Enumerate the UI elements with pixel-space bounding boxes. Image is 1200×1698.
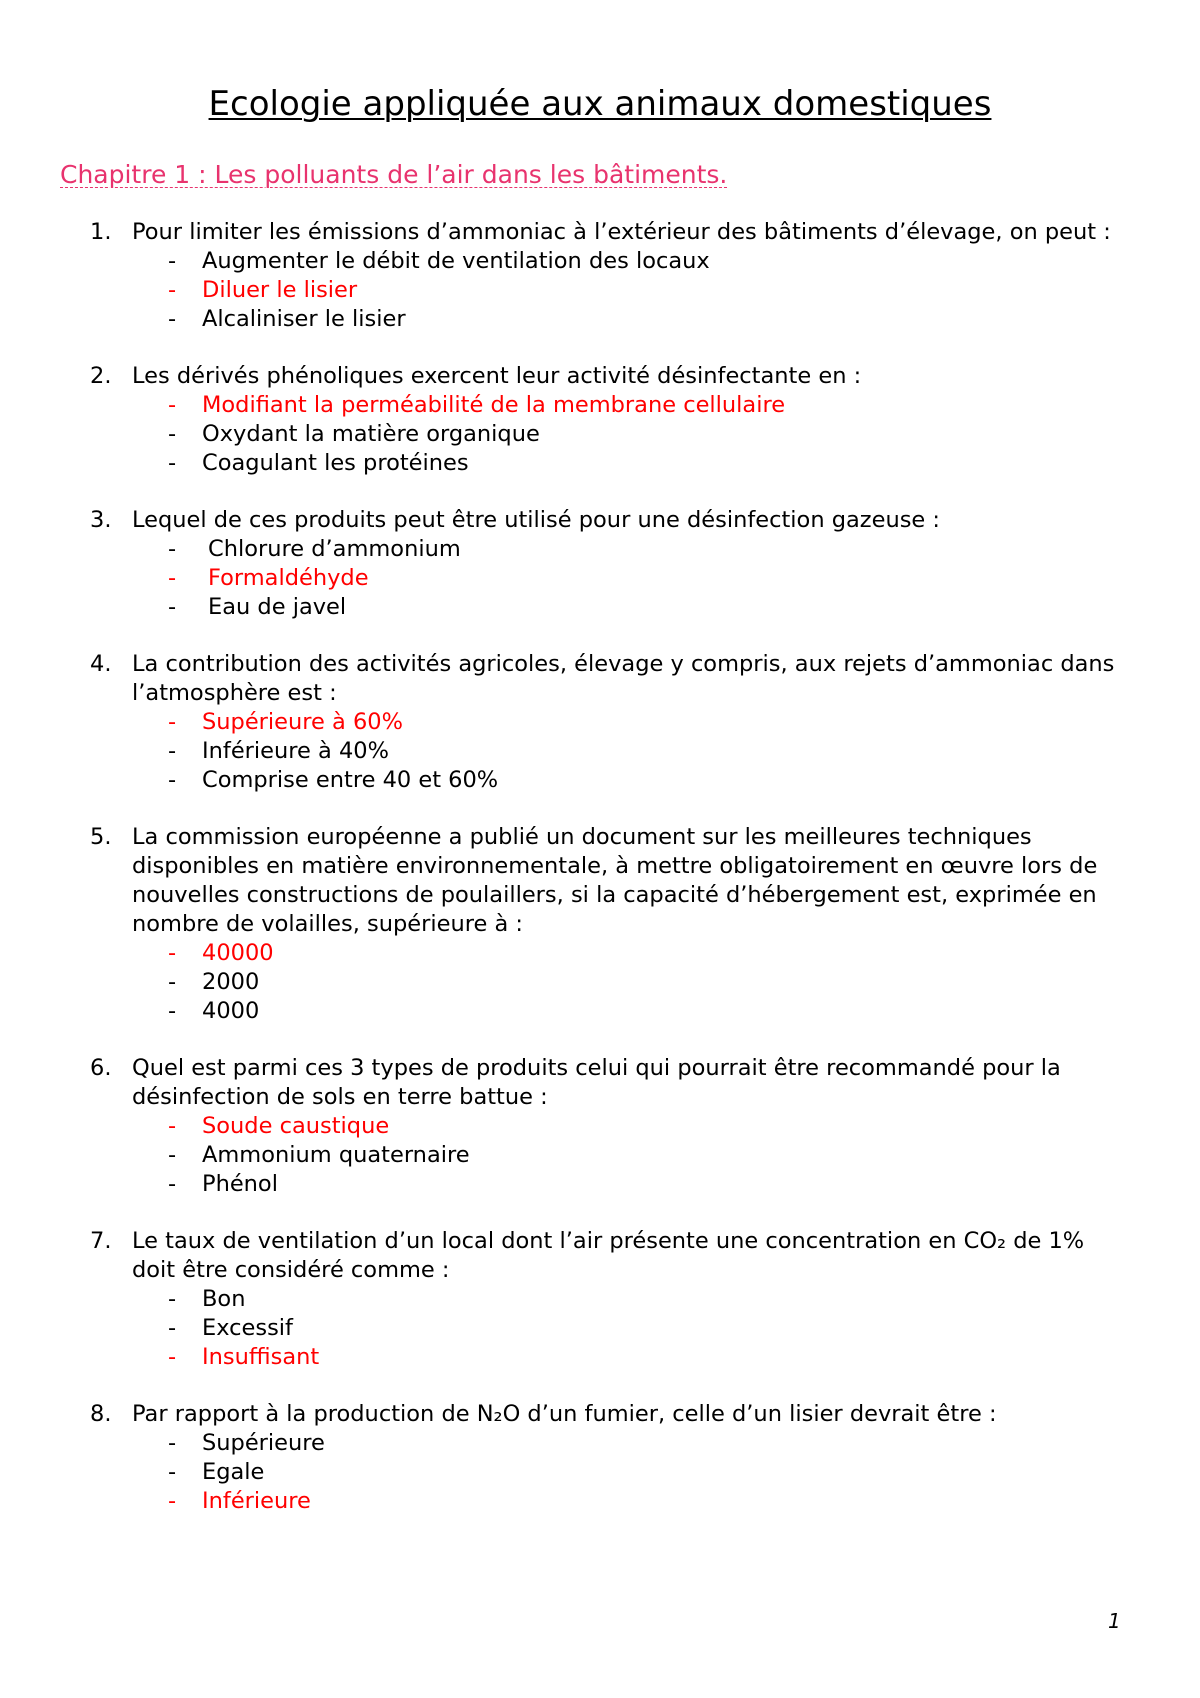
dash-bullet: - [168,1113,177,1139]
answer-option [168,1458,1120,1487]
answer-text: Excessif [202,1315,293,1341]
question-text: La contribution des activités agricoles, élevage y compris, aux rejets d’ammoniac dans l’atmosphère est : [132,651,1115,706]
answer-list [90,1285,1120,1372]
answer-option [168,1285,1120,1314]
answer-text: Eau de javel [208,594,347,620]
answer-option-correct [168,564,1120,593]
question-number: 2. [90,363,112,389]
question-text: Pour limiter les émissions d’ammoniac à l’extérieur des bâtiments d’élevage, on peut : [132,219,1111,245]
answer-option [168,535,1120,564]
answer-list [90,1429,1120,1516]
answer-text: Soude caustique [202,1113,390,1139]
question-text: La commission européenne a publié un document sur les meilleures techniques disponibles en matière environnementale, à mettre obligatoirement en œuvre lors de nouvelles constructions de poulaillers, si la capacité d’hébergement est, exprimée en nombre de volailles, supérieure à : [132,824,1098,937]
question-item [90,362,1120,478]
page-title: Ecologie appliquée aux animaux domestiques [208,84,992,124]
answer-option [168,997,1120,1026]
dash-bullet: - [168,998,177,1024]
answer-text: Bon [202,1286,246,1312]
page-number: 1 [1108,1609,1121,1633]
question-list [90,218,1120,1544]
answer-text: 4000 [202,998,260,1024]
question-item [90,506,1120,622]
dash-bullet: - [168,565,177,591]
dash-bullet: - [168,306,177,332]
dash-bullet: - [168,277,177,303]
dash-bullet: - [168,709,177,735]
answer-text: 40000 [202,940,274,966]
answer-option [168,1429,1120,1458]
answer-option-correct [168,1487,1120,1516]
answer-option-correct [168,1343,1120,1372]
answer-list [90,939,1120,1026]
answer-text: Phénol [202,1171,278,1197]
dash-bullet: - [168,1142,177,1168]
dash-bullet: - [168,1171,177,1197]
question-number: 3. [90,507,112,533]
answer-text: 2000 [202,969,260,995]
answer-option [168,449,1120,478]
answer-text: Inférieure [202,1488,311,1514]
dash-bullet: - [168,1430,177,1456]
answer-option [168,593,1120,622]
answer-text: Inférieure à 40% [202,738,389,764]
dash-bullet: - [168,1315,177,1341]
answer-option [168,1314,1120,1343]
question-text: Quel est parmi ces 3 types de produits celui qui pourrait être recommandé pour la désinfection de sols en terre battue : [132,1055,1061,1110]
answer-option-correct [168,1112,1120,1141]
dash-bullet: - [168,248,177,274]
answer-option [168,1170,1120,1199]
answer-text: Alcaliniser le lisier [202,306,406,332]
question-number: 8. [90,1401,112,1427]
question-number: 7. [90,1228,112,1254]
answer-text: Oxydant la matière organique [202,421,540,447]
answer-list [90,391,1120,478]
answer-option [168,420,1120,449]
dash-bullet: - [168,594,177,620]
answer-text: Modifiant la perméabilité de la membrane cellulaire [202,392,786,418]
answer-text: Formaldéhyde [208,565,369,591]
answer-text: Augmenter le débit de ventilation des locaux [202,248,710,274]
question-item [90,1400,1120,1516]
dash-bullet: - [168,940,177,966]
answer-option-correct [168,708,1120,737]
question-number: 5. [90,824,112,850]
question-number: 6. [90,1055,112,1081]
question-item [90,650,1120,795]
answer-list [90,535,1120,622]
answer-text: Insuffisant [202,1344,320,1370]
dash-bullet: - [168,1344,177,1370]
answer-text: Coagulant les protéines [202,450,469,476]
answer-text: Chlorure d’ammonium [208,536,461,562]
answer-list [90,708,1120,795]
answer-list [90,1112,1120,1199]
answer-option [168,766,1120,795]
answer-text: Diluer le lisier [202,277,358,303]
dash-bullet: - [168,969,177,995]
answer-list [90,247,1120,334]
question-text: Par rapport à la production de N₂O d’un fumier, celle d’un lisier devrait être : [132,1401,997,1427]
chapter-title: Chapitre 1 : Les polluants de l’air dans les bâtiments. [60,160,728,189]
dash-bullet: - [168,1286,177,1312]
dash-bullet: - [168,738,177,764]
answer-option [168,968,1120,997]
question-number: 4. [90,651,112,677]
dash-bullet: - [168,1488,177,1514]
answer-text: Supérieure à 60% [202,709,403,735]
question-item [90,1054,1120,1199]
question-text: Lequel de ces produits peut être utilisé pour une désinfection gazeuse : [132,507,941,533]
answer-text: Egale [202,1459,265,1485]
answer-option-correct [168,391,1120,420]
answer-option-correct [168,939,1120,968]
dash-bullet: - [168,1459,177,1485]
answer-text: Comprise entre 40 et 60% [202,767,499,793]
answer-text: Ammonium quaternaire [202,1142,470,1168]
question-text: Le taux de ventilation d’un local dont l’air présente une concentration en CO₂ de 1% doit être considéré comme : [132,1228,1085,1283]
question-text: Les dérivés phénoliques exercent leur activité désinfectante en : [132,363,862,389]
answer-text: Supérieure [202,1430,325,1456]
dash-bullet: - [168,536,177,562]
dash-bullet: - [168,392,177,418]
dash-bullet: - [168,450,177,476]
question-number: 1. [90,219,112,245]
dash-bullet: - [168,767,177,793]
answer-option-correct [168,276,1120,305]
question-item [90,218,1120,334]
answer-option [168,305,1120,334]
answer-option [168,737,1120,766]
answer-option [168,1141,1120,1170]
question-item [90,823,1120,1026]
dash-bullet: - [168,421,177,447]
question-item [90,1227,1120,1372]
answer-option [168,247,1120,276]
